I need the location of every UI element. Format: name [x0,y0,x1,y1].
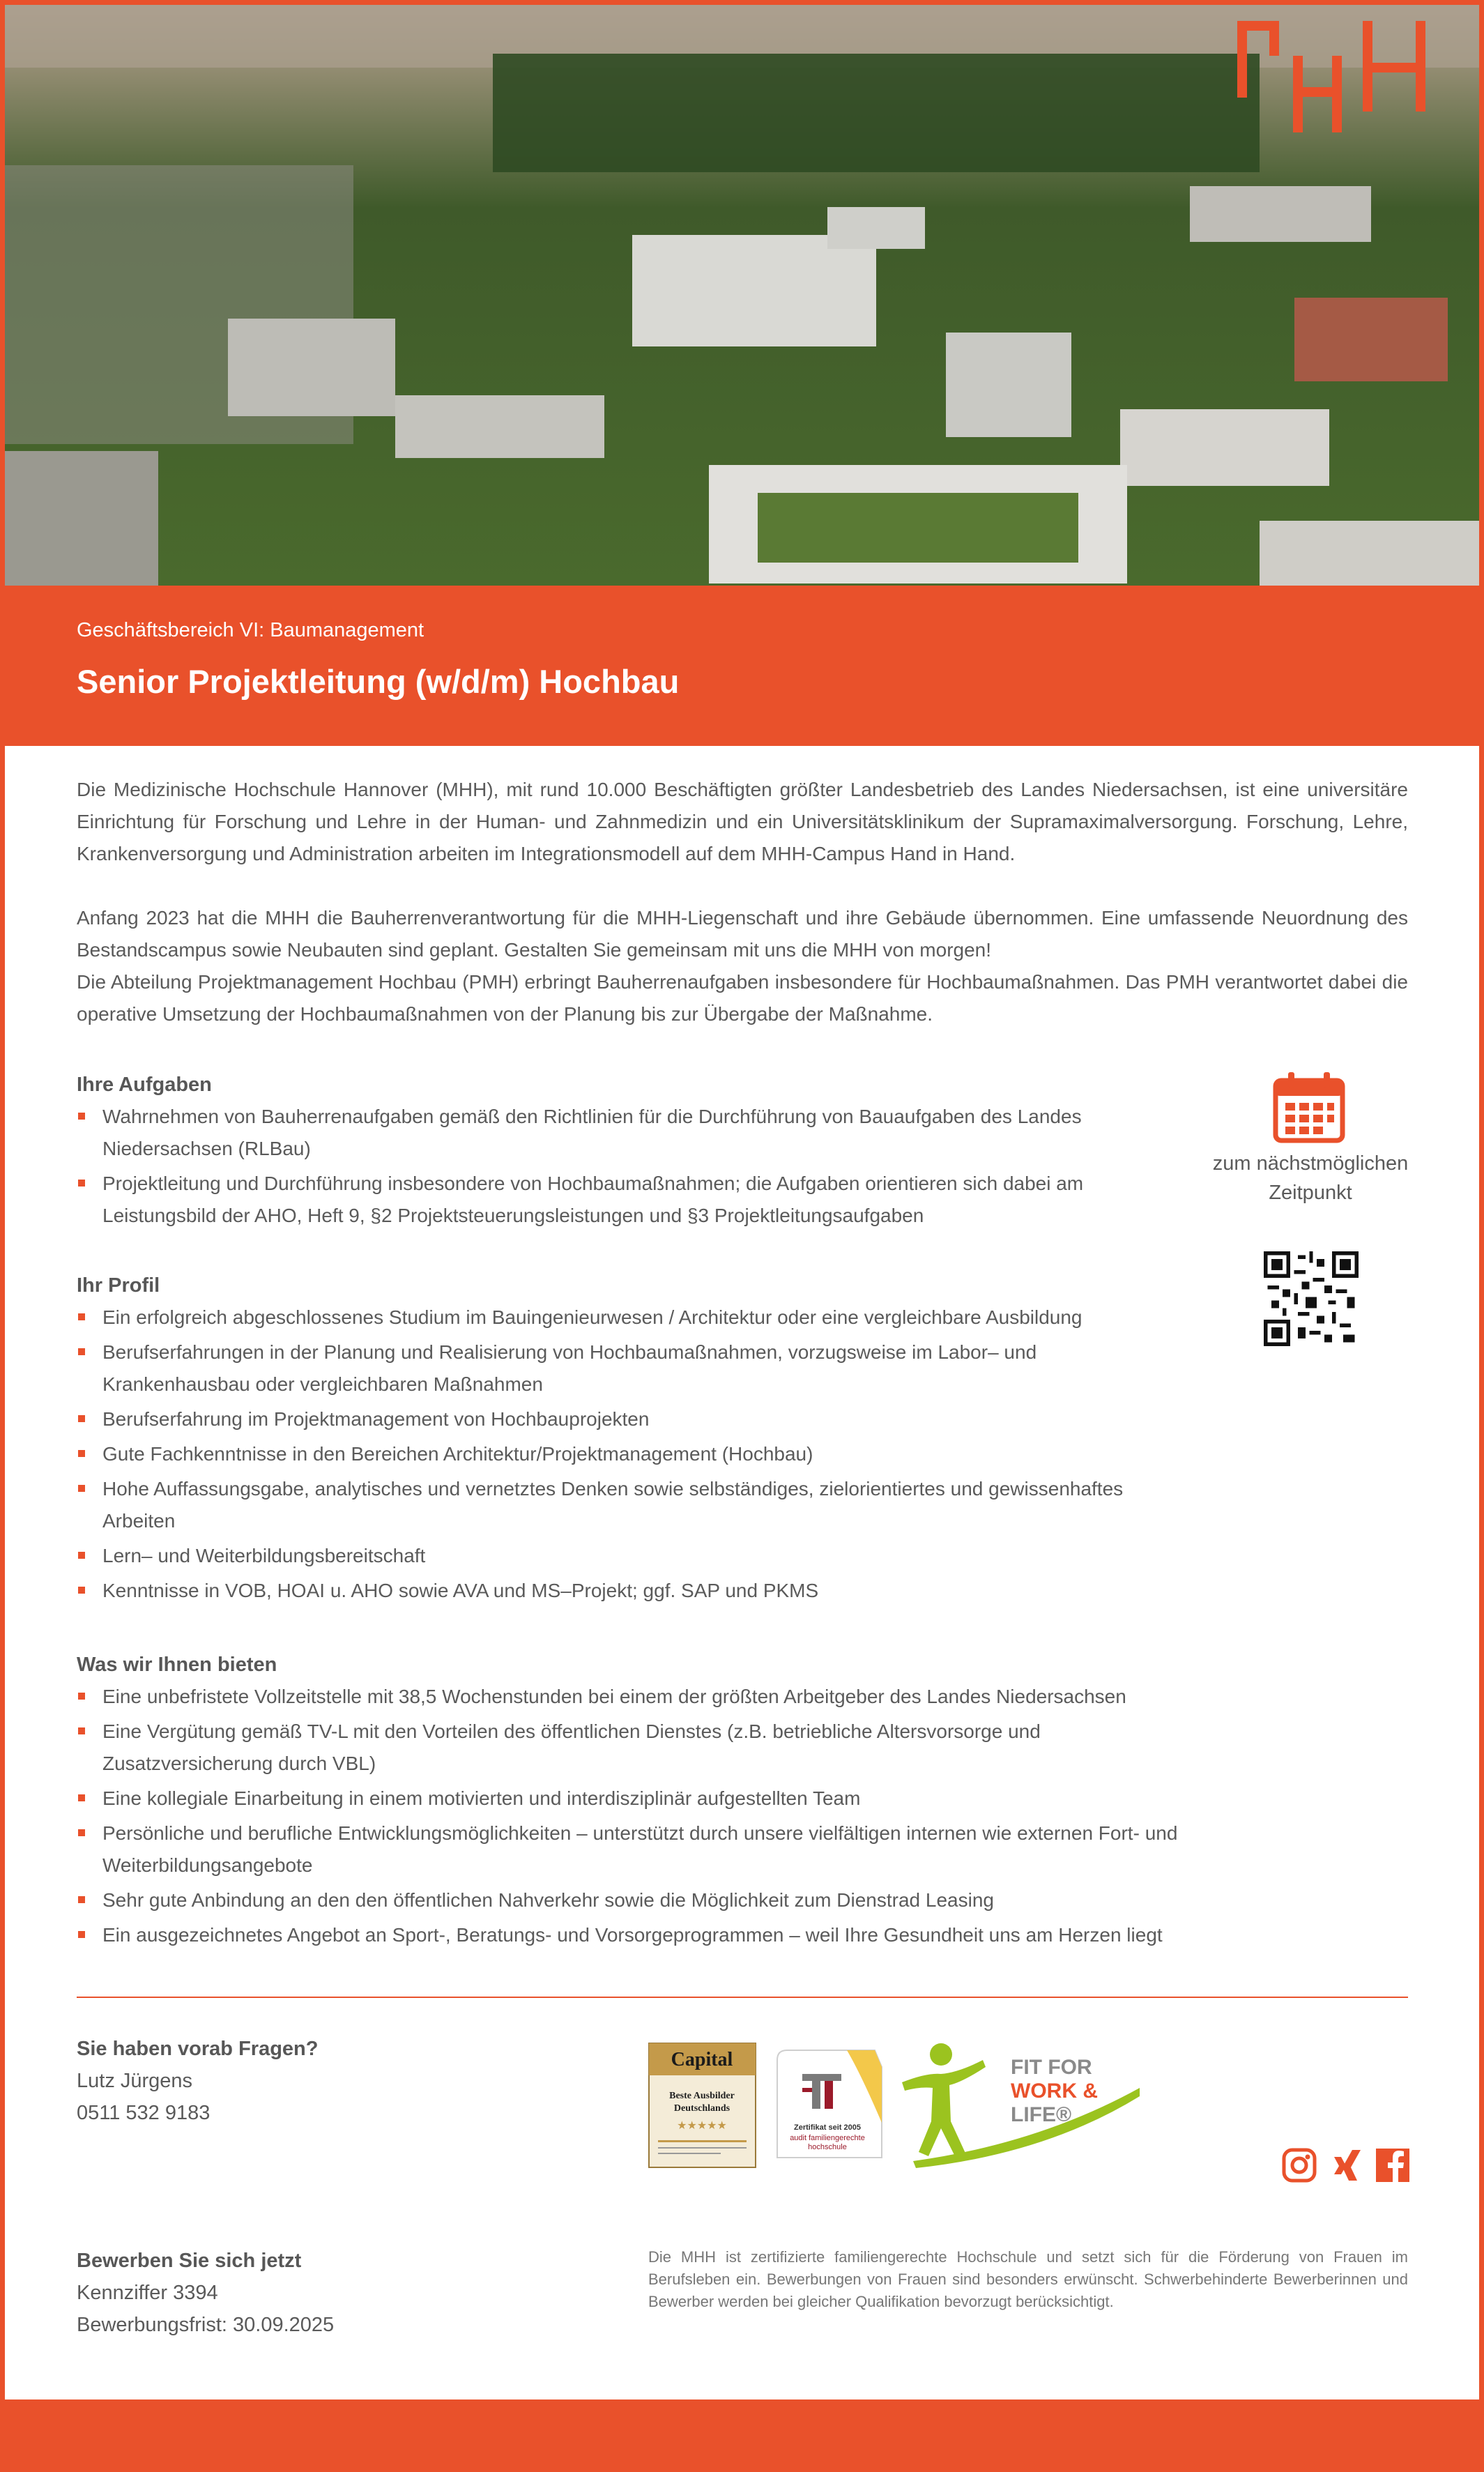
list-item: Hohe Auffassungsgabe, analytisches und vernetztes Denken sowie selbständiges, zielorientiertes und gewissenhaftes Arbeiten [77,1473,1136,1537]
offer-heading: Was wir Ihnen bieten [77,1654,277,1676]
profile-heading: Ihr Profil [77,1274,160,1297]
list-item: Gute Fachkenntnisse in den Bereichen Architektur/Projektmanagement (Hochbau) [77,1438,1136,1470]
start-date-line-2: Zeitpunkt [1269,1182,1352,1204]
fit-badge-line-1: FIT FOR [1011,2056,1092,2079]
list-item: Berufserfahrungen in der Planung und Realisierung von Hochbaumaßnahmen, vorzugsweise im Labor– und Krankenhausbau oder vergleichbaren Maßnahmen [77,1336,1136,1401]
cert-badge-line-3: hochschule [808,2143,847,2151]
contact-block [77,2033,318,2129]
apply-heading: Bewerben Sie sich jetzt [77,2250,302,2272]
footer-band [0,2399,1484,2472]
list-item: Lern– und Weiterbildungsbereitschaft [77,1540,1136,1572]
calendar-icon [1273,1071,1345,1143]
family-audit-certificate-badge [770,2046,885,2165]
intro-paragraph-3: Die Abteilung Projektmanagement Hochbau (PMH) erbringt Bauherrenaufgaben insbesondere für Hochbaumaßnahmen. Das PMH verantwortet dabei die operative Umsetzung der Hochbaumaßnahmen von der Planung bis zur Übergabe der Maßnahme. [77,971,1408,1025]
list-item: Sehr gute Anbindung an den den öffentlichen Nahverkehr sowie die Möglichkeit zum Dienstrad Leasing [77,1884,1192,1916]
intro-paragraph-1: Die Medizinische Hochschule Hannover (MHH), mit rund 10.000 Beschäftigten größter Landesbetrieb des Landes Niedersachsen, ist eine universitäre Einrichtung für Forschung und Lehre in der Human- und Zahnmedizin und ein Universitätsklinikum der Supramaximalversorgung. Forschung, Lehre, Krankenversorgung und Administration arbeiten im Integrationsmodell auf dem MHH-Campus Hand in Hand. [77,779,1408,864]
contact-name: Lutz Jürgens [77,2070,193,2092]
tasks-section [77,1074,1136,1235]
list-item: Wahrnehmen von Bauherrenaufgaben gemäß den Richtlinien für die Durchführung von Bauaufgaben des Landes Niedersachsen (RLBau) [77,1101,1136,1165]
list-item: Berufserfahrung im Projektmanagement von Hochbauprojekten [77,1403,1136,1435]
intro-paragraph-2: Anfang 2023 hat die MHH die Bauherrenverantwortung für die MHH-Liegenschaft und ihre Gebäude übernommen. Eine umfassende Neuordnung des Bestandscampus sowie Neubauten sind geplant. Gestalten Sie gemeinsam mit uns die MHH von morgen! [77,907,1408,961]
profile-section [77,1274,1136,1610]
list-item: Eine unbefristete Vollzeitstelle mit 38,5 Wochenstunden bei einem der größten Arbeitgeber des Landes Niedersachsen [77,1681,1192,1713]
title-band [5,586,1479,746]
capital-badge-line-1: Beste Ausbilder [669,2091,735,2101]
list-item: Projektleitung und Durchführung insbesondere von Hochbaumaßnahmen; die Aufgaben orientieren sich dabei am Leistungsbild der AHO, Heft 9, §2 Projektsteuerungsleistungen und §3 Projektleitungsaufgaben [77,1168,1136,1232]
list-item: Ein erfolgreich abgeschlossenes Studium im Bauingenieurwesen / Architektur oder eine vergleichbare Ausbildung [77,1302,1136,1334]
apply-block [77,2245,334,2341]
fit-badge-line-2: WORK & [1011,2080,1098,2103]
cert-badge-line-2: audit familiengerechte [790,2134,865,2142]
section-divider [77,1997,1408,1998]
offer-section [77,1654,1192,1954]
xing-icon[interactable] [1330,2147,1366,2183]
division-label: Geschäftsbereich VI: Baumanagement [77,619,424,641]
job-title: Senior Projektleitung (w/d/m) Hochbau [77,663,680,700]
start-date-line-1: zum nächstmöglichen [1212,1152,1409,1175]
fit-badge-line-3: LIFE® [1011,2103,1072,2126]
list-item: Kenntnisse in VOB, HOAI u. AHO sowie AVA und MS–Projekt; ggf. SAP und PKMS [77,1575,1136,1607]
cert-badge-line-1: Zertifikat seit 2005 [794,2123,861,2132]
contact-heading: Sie haben vorab Fragen? [77,2038,319,2060]
list-item: Eine Vergütung gemäß TV-L mit den Vorteilen des öffentlichen Dienstes (z.B. betriebliche Altersvorsorge und Zusatzversicherung durch VBL) [77,1716,1192,1780]
instagram-icon[interactable] [1281,2147,1317,2183]
list-item: Persönliche und berufliche Entwicklungsmöglichkeiten – unterstützt durch unsere vielfältigen internen wie externen Fort- und Weiterbildungsangebote [77,1817,1192,1882]
equal-opportunity-disclaimer: Die MHH ist zertifizierte familiengerechte Hochschule und setzt sich für die Förderung von Frauen im Berufsleben ein. Bewerbungen von Frauen sind besonders erwünscht. Schwerbehinderte Bewerberinnen und Bewerber werden bei gleicher Qualifikation bevorzugt berücksichtigt. [648,2248,1408,2310]
capital-award-badge [648,2043,756,2168]
fit-for-work-life-badge [899,2039,1143,2172]
capital-badge-line-2: Deutschlands [673,2103,730,2114]
capital-badge-title: Capital [671,2049,733,2070]
capital-stars: ★★★★★ [677,2119,727,2132]
application-deadline: Bewerbungsfrist: 30.09.2025 [77,2314,335,2336]
intro-text [77,774,1408,1030]
list-item: Eine kollegiale Einarbeitung in einem motivierten und interdisziplinär aufgestellten Team [77,1783,1192,1815]
mhh-logo [1237,21,1460,132]
contact-phone[interactable]: 0511 532 9183 [77,2102,211,2124]
facebook-icon[interactable] [1375,2147,1411,2183]
list-item: Ein ausgezeichnetes Angebot an Sport-, Beratungs- und Vorsorgeprogrammen – weil Ihre Gesundheit uns am Herzen liegt [77,1919,1192,1951]
start-date-note [1185,1149,1436,1207]
qr-code[interactable] [1264,1251,1359,1346]
reference-number: Kennziffer 3394 [77,2282,218,2304]
tasks-heading: Ihre Aufgaben [77,1074,212,1096]
